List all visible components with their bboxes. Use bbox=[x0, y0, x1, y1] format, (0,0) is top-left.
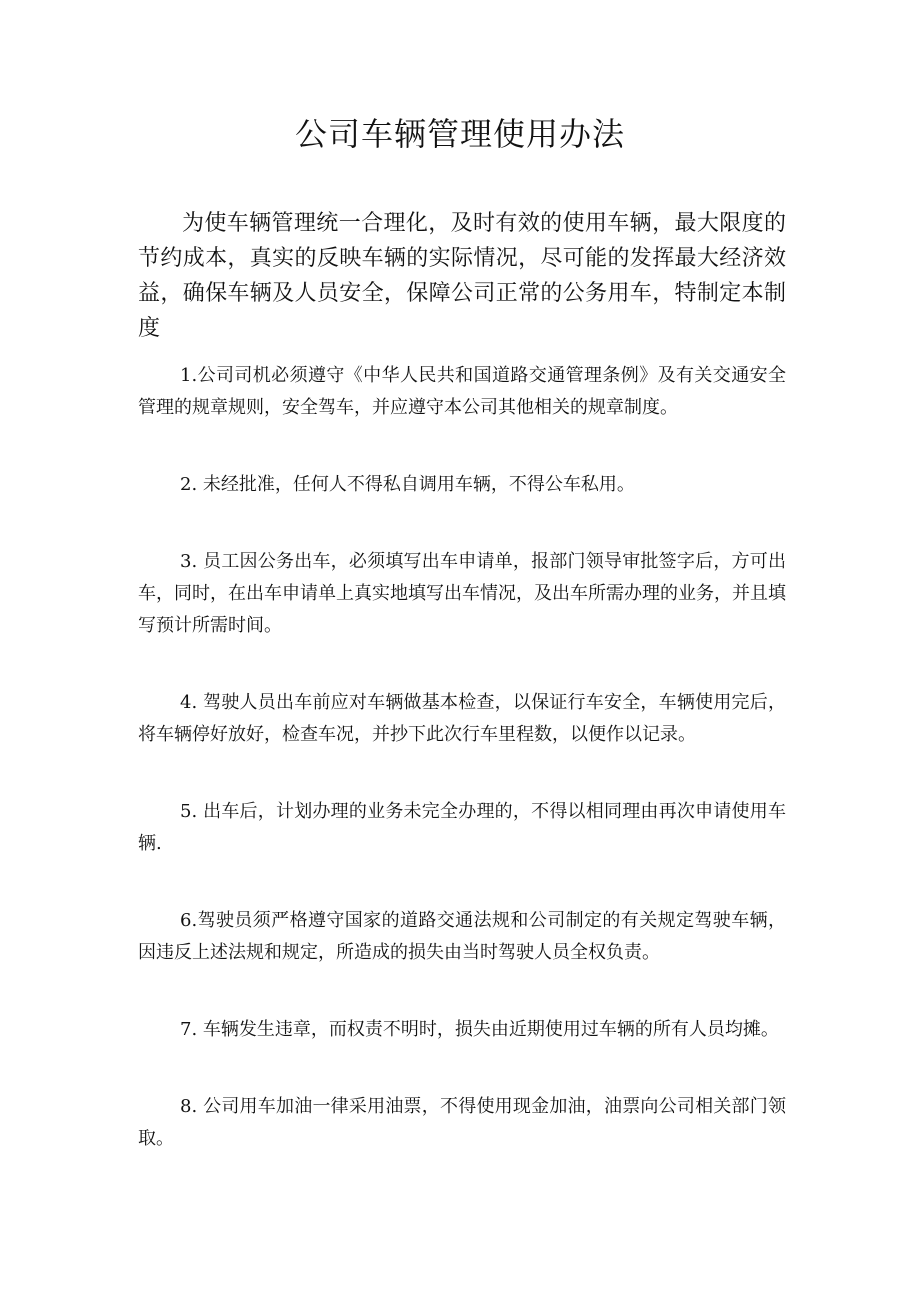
rule-item-1: 1.公司司机必须遵守《中华人民共和国道路交通管理条例》及有关交通安全管理的规章规则，安全驾车，并应遵守本公司其他相关的规章制度。 bbox=[138, 365, 786, 418]
rule-item-2: 2. 未经批准，任何人不得私自调用车辆，不得公车私用。 bbox=[180, 474, 635, 495]
rule-item-5: 5. 出车后，计划办理的业务未完全办理的，不得以相同理由再次申请使用车辆. bbox=[138, 801, 786, 854]
intro-paragraph: 为使车辆管理统一合理化，及时有效的使用车辆，最大限度的节约成本，真实的反映车辆的实际情况，尽可能的发挥最大经济效益，确保车辆及人员安全，保障公司正常的公务用车，特制定本制度 bbox=[138, 211, 786, 341]
rules-list bbox=[138, 360, 786, 1200]
rule-item-7: 7. 车辆发生违章，而权责不明时，损失由近期使用过车辆的所有人员均摊。 bbox=[180, 1019, 779, 1040]
rule-item-3: 3. 员工因公务出车，必须填写出车申请单，报部门领导审批签字后，方可出车，同时，在出车申请单上真实地填写出车情况，及出车所需办理的业务，并且填写预计所需时间。 bbox=[138, 551, 786, 636]
rule-item-4: 4. 驾驶人员出车前应对车辆做基本检查，以保证行车安全，车辆使用完后，将车辆停好放好，检查车况，并抄下此次行车里程数，以便作以记录。 bbox=[138, 692, 786, 745]
rule-item-6: 6.驾驶员须严格遵守国家的道路交通法规和公司制定的有关规定驾驶车辆，因违反上述法规和规定，所造成的损失由当时驾驶人员全权负责。 bbox=[138, 910, 786, 963]
rule-item-8: 8. 公司用车加油一律采用油票，不得使用现金加油，油票向公司相关部门领取。 bbox=[138, 1096, 786, 1149]
document-title: 公司车辆管理使用办法 bbox=[294, 115, 625, 153]
